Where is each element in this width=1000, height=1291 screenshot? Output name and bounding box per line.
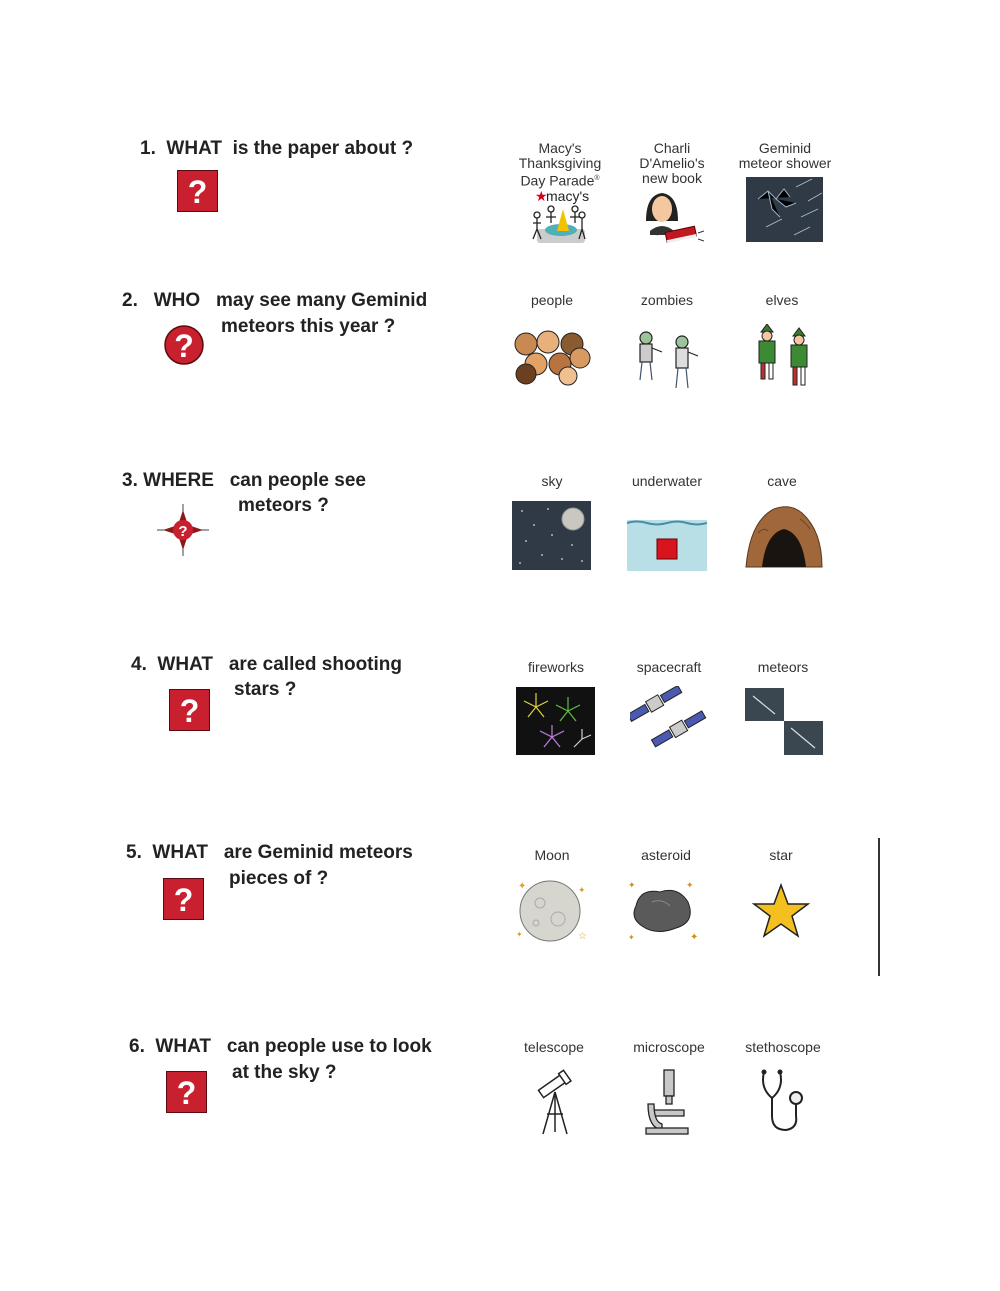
svg-text:✦: ✦ <box>518 881 527 892</box>
macys-parade-icon[interactable] <box>527 187 589 245</box>
question-wh-word: WHAT <box>157 654 213 675</box>
people-icon[interactable] <box>512 330 592 386</box>
option-1a-label: Macy's Thanksgiving Day Parade® <box>518 140 602 189</box>
question-3 <box>122 468 366 494</box>
question-number: 3. <box>122 470 138 491</box>
svg-text:macy's: macy's <box>546 188 589 204</box>
question-text-line1: can people use to look <box>226 1036 432 1057</box>
option-6a-label: telescope <box>524 1039 584 1055</box>
svg-text:?: ? <box>173 882 194 918</box>
sky-icon[interactable] <box>512 501 591 570</box>
svg-text:✦: ✦ <box>578 885 586 895</box>
option-3a-label: sky <box>541 473 563 489</box>
question-6-line2: at the sky ? <box>232 1062 337 1083</box>
compass-question-icon <box>155 502 211 558</box>
question-5 <box>126 840 413 866</box>
option-6b-label: microscope <box>633 1039 705 1055</box>
question-4 <box>131 652 402 678</box>
microscope-icon[interactable] <box>644 1068 692 1136</box>
svg-text:?: ? <box>187 174 208 210</box>
option-4b-label: spacecraft <box>636 659 702 675</box>
question-2-line2: meteors this year ? <box>221 316 396 337</box>
question-wh-word: WHO <box>153 290 201 311</box>
zombies-icon[interactable] <box>632 330 702 392</box>
question-wh-word: WHAT <box>152 842 208 863</box>
question-wh-word: WHAT <box>155 1036 211 1057</box>
option-3c-label: cave <box>767 473 797 489</box>
question-6 <box>129 1034 432 1060</box>
underwater-icon[interactable] <box>627 520 707 571</box>
svg-text:?: ? <box>178 523 188 540</box>
svg-text:★: ★ <box>535 188 548 204</box>
question-mark-icon <box>177 170 218 212</box>
question-2 <box>122 288 427 314</box>
question-3-line2: meteors ? <box>238 495 329 516</box>
meteors-icon[interactable] <box>745 688 823 755</box>
svg-text:✦: ✦ <box>686 880 694 890</box>
moon-icon[interactable] <box>512 875 592 945</box>
option-5a-label: Moon <box>534 847 570 863</box>
question-number: 4. <box>131 654 147 675</box>
svg-text:✦: ✦ <box>628 880 636 890</box>
svg-text:✦: ✦ <box>628 933 635 942</box>
option-1c-label: Geminid meteor shower <box>738 140 832 171</box>
option-4a-label: fireworks <box>527 659 584 675</box>
asteroid-icon[interactable] <box>626 876 706 944</box>
question-wh-word: WHERE <box>143 470 214 491</box>
svg-text:?: ? <box>176 1075 197 1111</box>
svg-text:✦: ✦ <box>690 932 699 943</box>
stethoscope-icon[interactable] <box>758 1068 812 1136</box>
elves-icon[interactable] <box>753 324 813 390</box>
fireworks-icon[interactable] <box>516 687 595 755</box>
question-number: 1. <box>140 138 156 159</box>
question-text-line1: may see many Geminid <box>215 290 428 311</box>
question-1 <box>140 136 413 162</box>
svg-text:☆: ☆ <box>578 931 587 942</box>
question-text-line1: is the paper about ? <box>232 138 414 159</box>
cave-icon[interactable] <box>744 503 824 569</box>
option-2a-label: people <box>530 292 574 308</box>
question-wh-word: WHAT <box>166 138 222 159</box>
question-5-line2: pieces of ? <box>229 868 329 889</box>
question-number: 5. <box>126 842 142 863</box>
option-2b-label: zombies <box>640 292 694 308</box>
question-mark-icon <box>166 1071 207 1113</box>
telescope-icon[interactable] <box>533 1068 577 1136</box>
question-4-line2: stars ? <box>234 679 297 700</box>
spacecraft-icon[interactable] <box>630 686 710 754</box>
svg-text:?: ? <box>174 328 194 364</box>
option-5b-label: asteroid <box>641 847 691 863</box>
question-mark-icon <box>169 689 210 731</box>
option-3b-label: underwater <box>631 473 703 489</box>
meteor-shower-icon[interactable] <box>746 177 823 242</box>
vertical-divider <box>878 838 880 976</box>
question-text-line1: are called shooting <box>228 654 402 675</box>
option-6c-label: stethoscope <box>745 1039 821 1055</box>
question-number: 2. <box>122 290 138 311</box>
svg-text:✦: ✦ <box>516 930 523 939</box>
option-2c-label: elves <box>765 292 799 308</box>
star-icon[interactable] <box>752 883 810 939</box>
question-text-line1: are Geminid meteors <box>223 842 413 863</box>
question-mark-icon <box>163 878 204 920</box>
option-5c-label: star <box>769 847 793 863</box>
question-text-line1: can people see <box>229 470 366 491</box>
option-1b-label: Charli D'Amelio's new book <box>639 140 705 186</box>
question-mark-circle-icon <box>164 323 204 367</box>
question-number: 6. <box>129 1036 145 1057</box>
option-4c-label: meteors <box>757 659 809 675</box>
charli-book-icon[interactable] <box>638 187 704 247</box>
svg-text:?: ? <box>179 693 200 729</box>
